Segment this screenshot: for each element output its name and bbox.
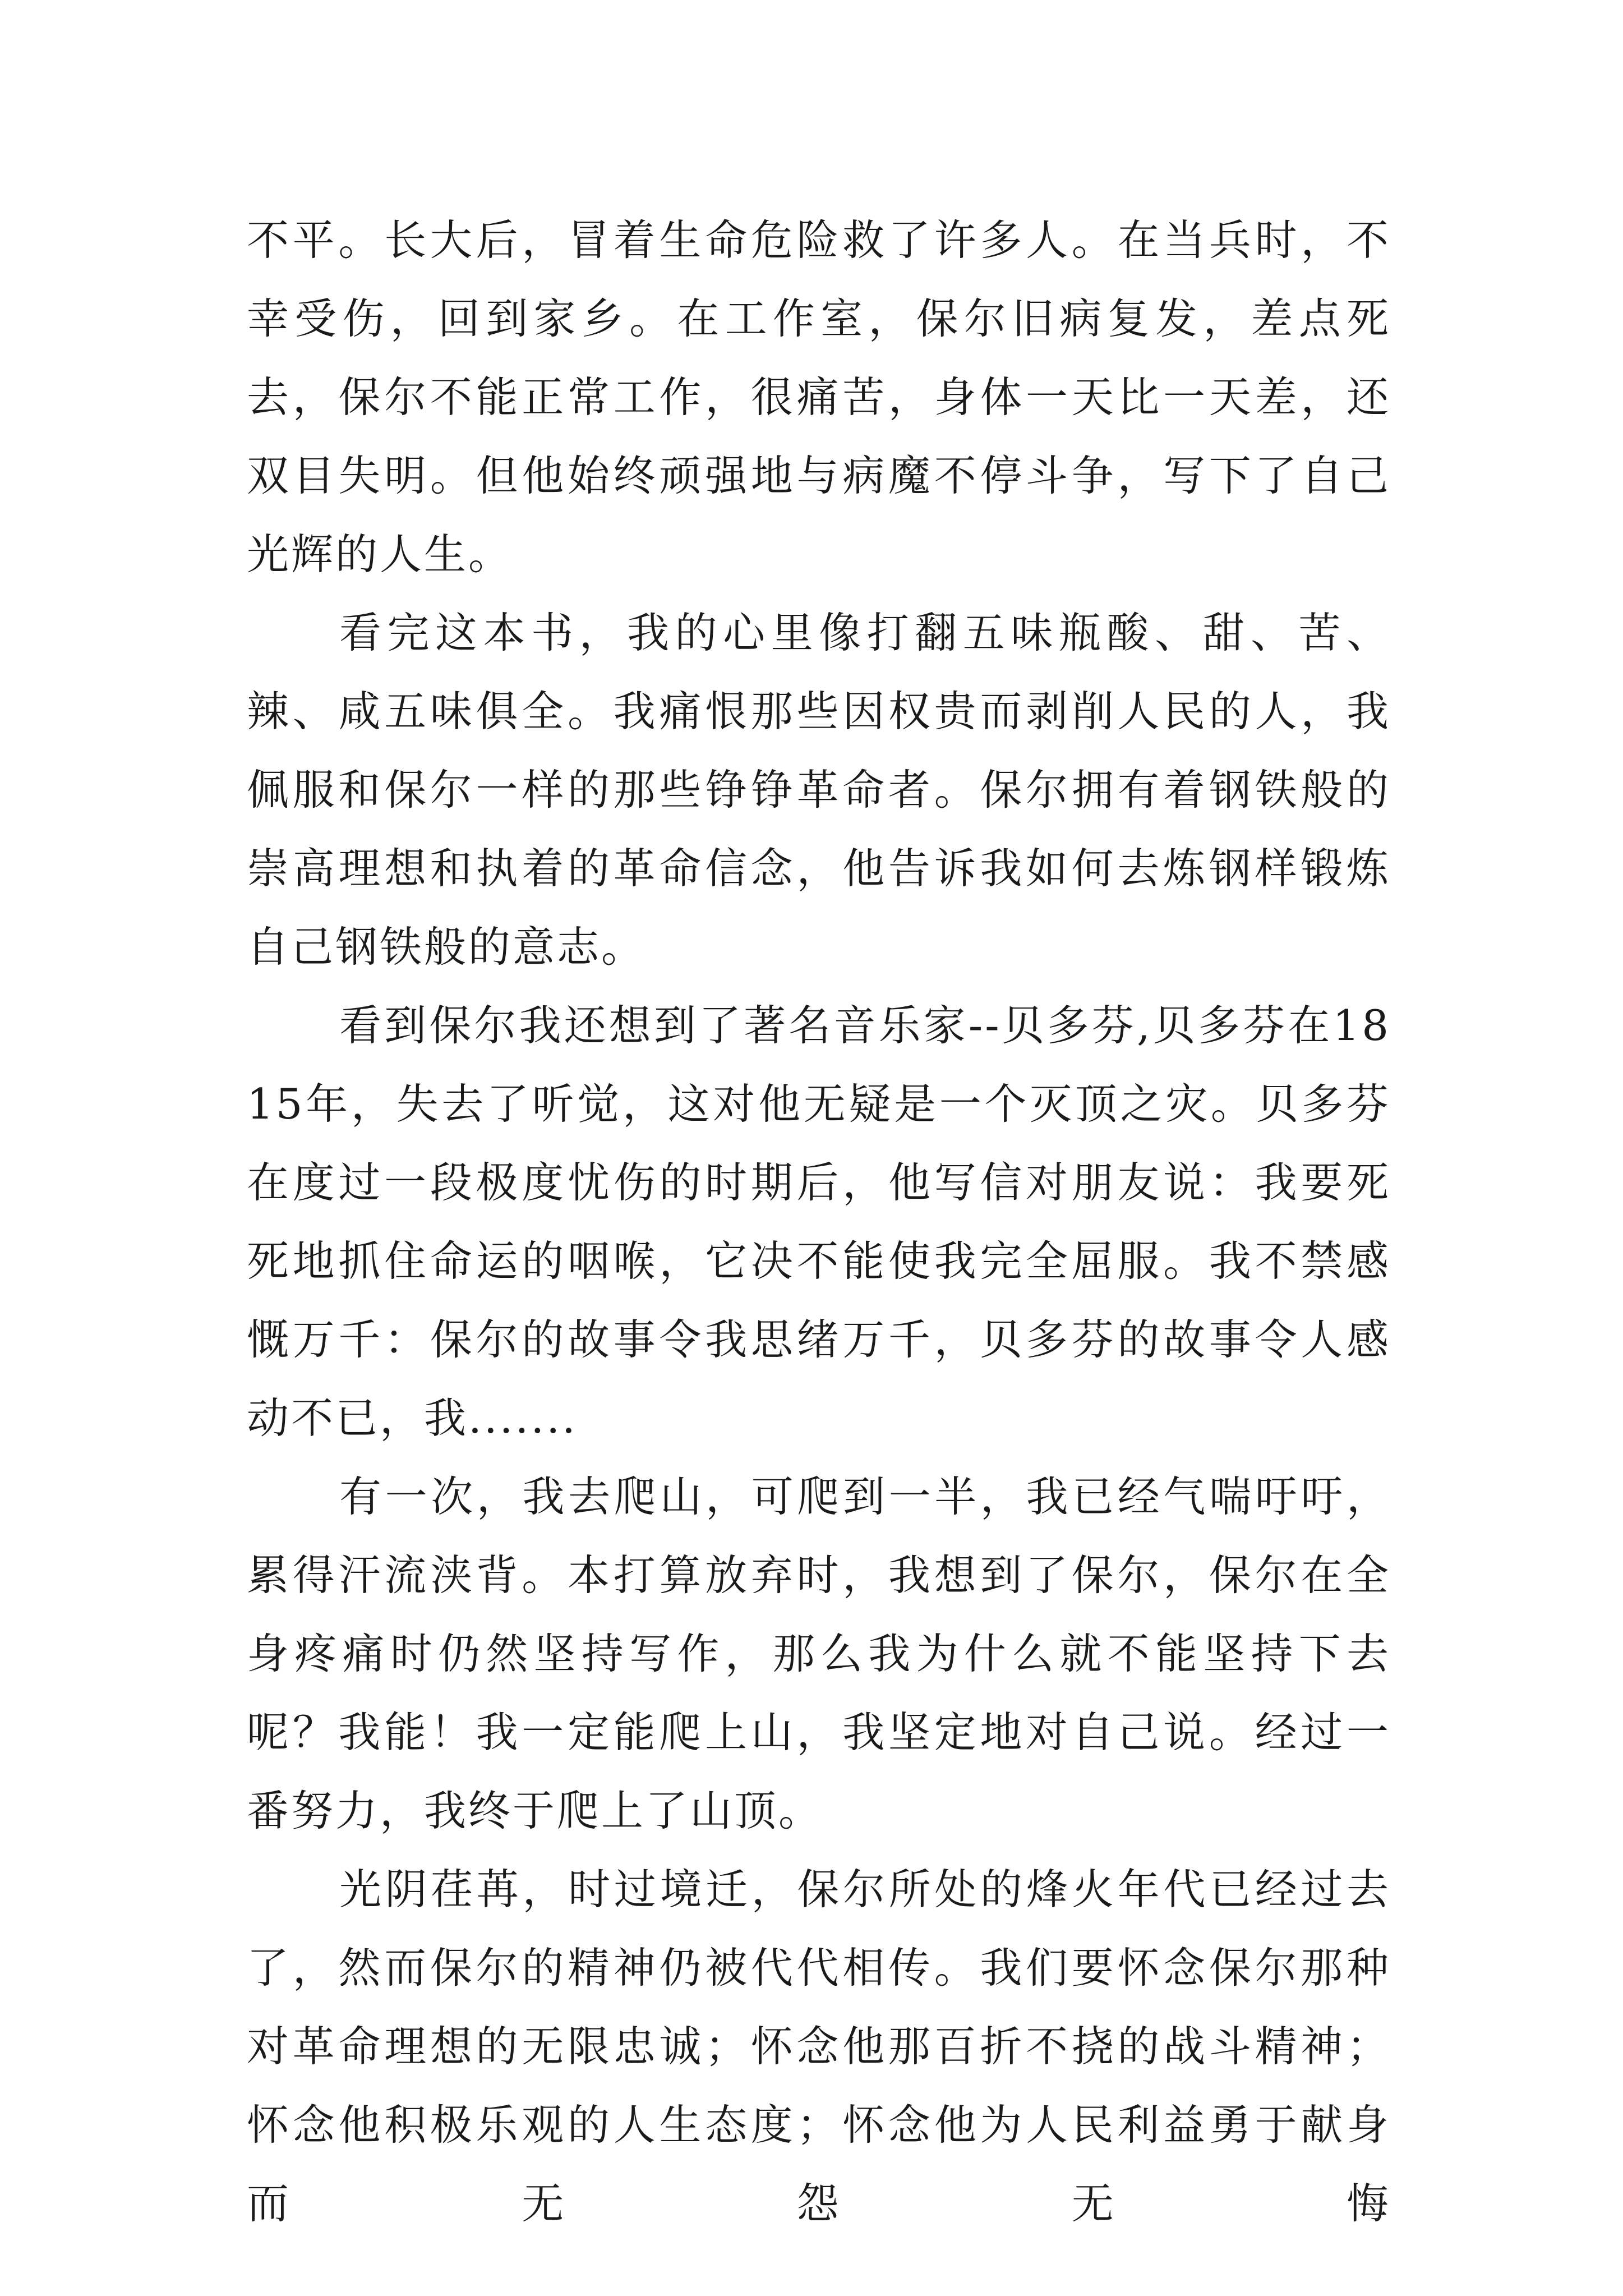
paragraph-2: 看完这本书，我的心里像打翻五味瓶酸、甜、苦、辣、咸五味俱全。我痛恨那些因权贵而剥削人民的人，我佩服和保尔一样的那些铮铮革命者。保尔拥有着钢铁般的崇高理想和执着的革命信念，他告诉我如何去炼钢样锻炼自己钢铁般的意志。 bbox=[247, 608, 1391, 972]
paragraph-5: 光阴荏苒，时过境迁，保尔所处的烽火年代已经过去了，然而保尔的精神仍被代代相传。我们要怀念保尔那种对革命理想的无限忠诚；怀念他那百折不挠的战斗精神；怀念他积极乐观的人生态度；怀念他为人民利益勇于献身而无怨无悔 bbox=[247, 1865, 1391, 2228]
body-text bbox=[247, 201, 1391, 2243]
paragraph-3: 看到保尔我还想到了著名音乐家--贝多芬,贝多芬在1815年，失去了听觉，这对他无疑是一个灭顶之灾。贝多芬在度过一段极度忧伤的时期后，他写信对朋友说：我要死死地抓住命运的咽喉，它决不能使我完全屈服。我不禁感慨万千：保尔的故事令我思绪万千，贝多芬的故事令人感动不已，我....... bbox=[247, 1001, 1391, 1443]
paragraph-4: 有一次，我去爬山，可爬到一半，我已经气喘吁吁，累得汗流浃背。本打算放弃时，我想到了保尔，保尔在全身疼痛时仍然坚持写作，那么我为什么就不能坚持下去呢？我能！我一定能爬上山，我坚定地对自己说。经过一番努力，我终于爬上了山顶。 bbox=[247, 1472, 1391, 1835]
paragraph-1: 不平。长大后，冒着生命危险救了许多人。在当兵时，不幸受伤，回到家乡。在工作室，保尔旧病复发，差点死去，保尔不能正常工作，很痛苦，身体一天比一天差，还双目失明。但他始终顽强地与病魔不停斗争，写下了自己光辉的人生。 bbox=[247, 215, 1391, 579]
